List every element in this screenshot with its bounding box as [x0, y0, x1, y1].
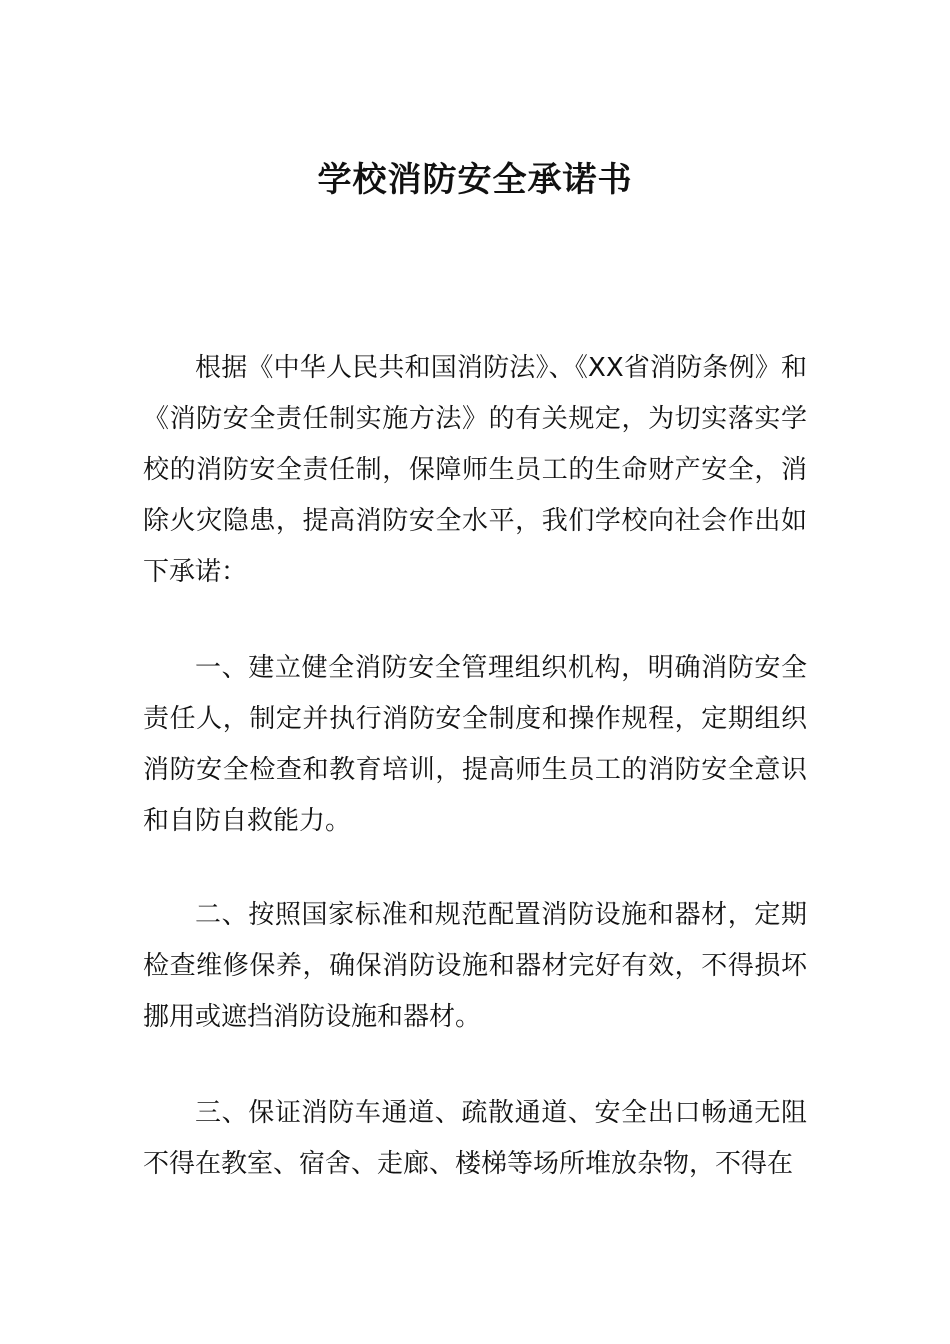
paragraph-commitment-2: 二、按照国家标准和规范配置消防设施和器材，定期检查维修保养，确保消防设施和器材完好有效，不得损坏挪用或遮挡消防设施和器材。 [143, 900, 807, 1032]
paragraph-intro: 根据《中华人民共和国消防法》、《XX省消防条例》和《消防安全责任制实施方法》的有关规定，为切实落实学校的消防安全责任制，保障师生员工的生命财产安全，消除火灾隐患，提高消防安全水平，我们学校向社会作出如下承诺： [143, 353, 807, 587]
paragraph-commitment-3: 三、保证消防车通道、疏散通道、安全出口畅通无阻不得在教室、宿舍、走廊、楼梯等场所堆放杂物，不得在 [143, 1098, 807, 1179]
paragraph-commitment-1: 一、建立健全消防安全管理组织机构，明确消防安全责任人，制定并执行消防安全制度和操作规程，定期组织消防安全检查和教育培训，提高师生员工的消防安全意识和自防自救能力。 [143, 653, 807, 836]
document-title: 学校消防安全承诺书 [317, 160, 633, 200]
